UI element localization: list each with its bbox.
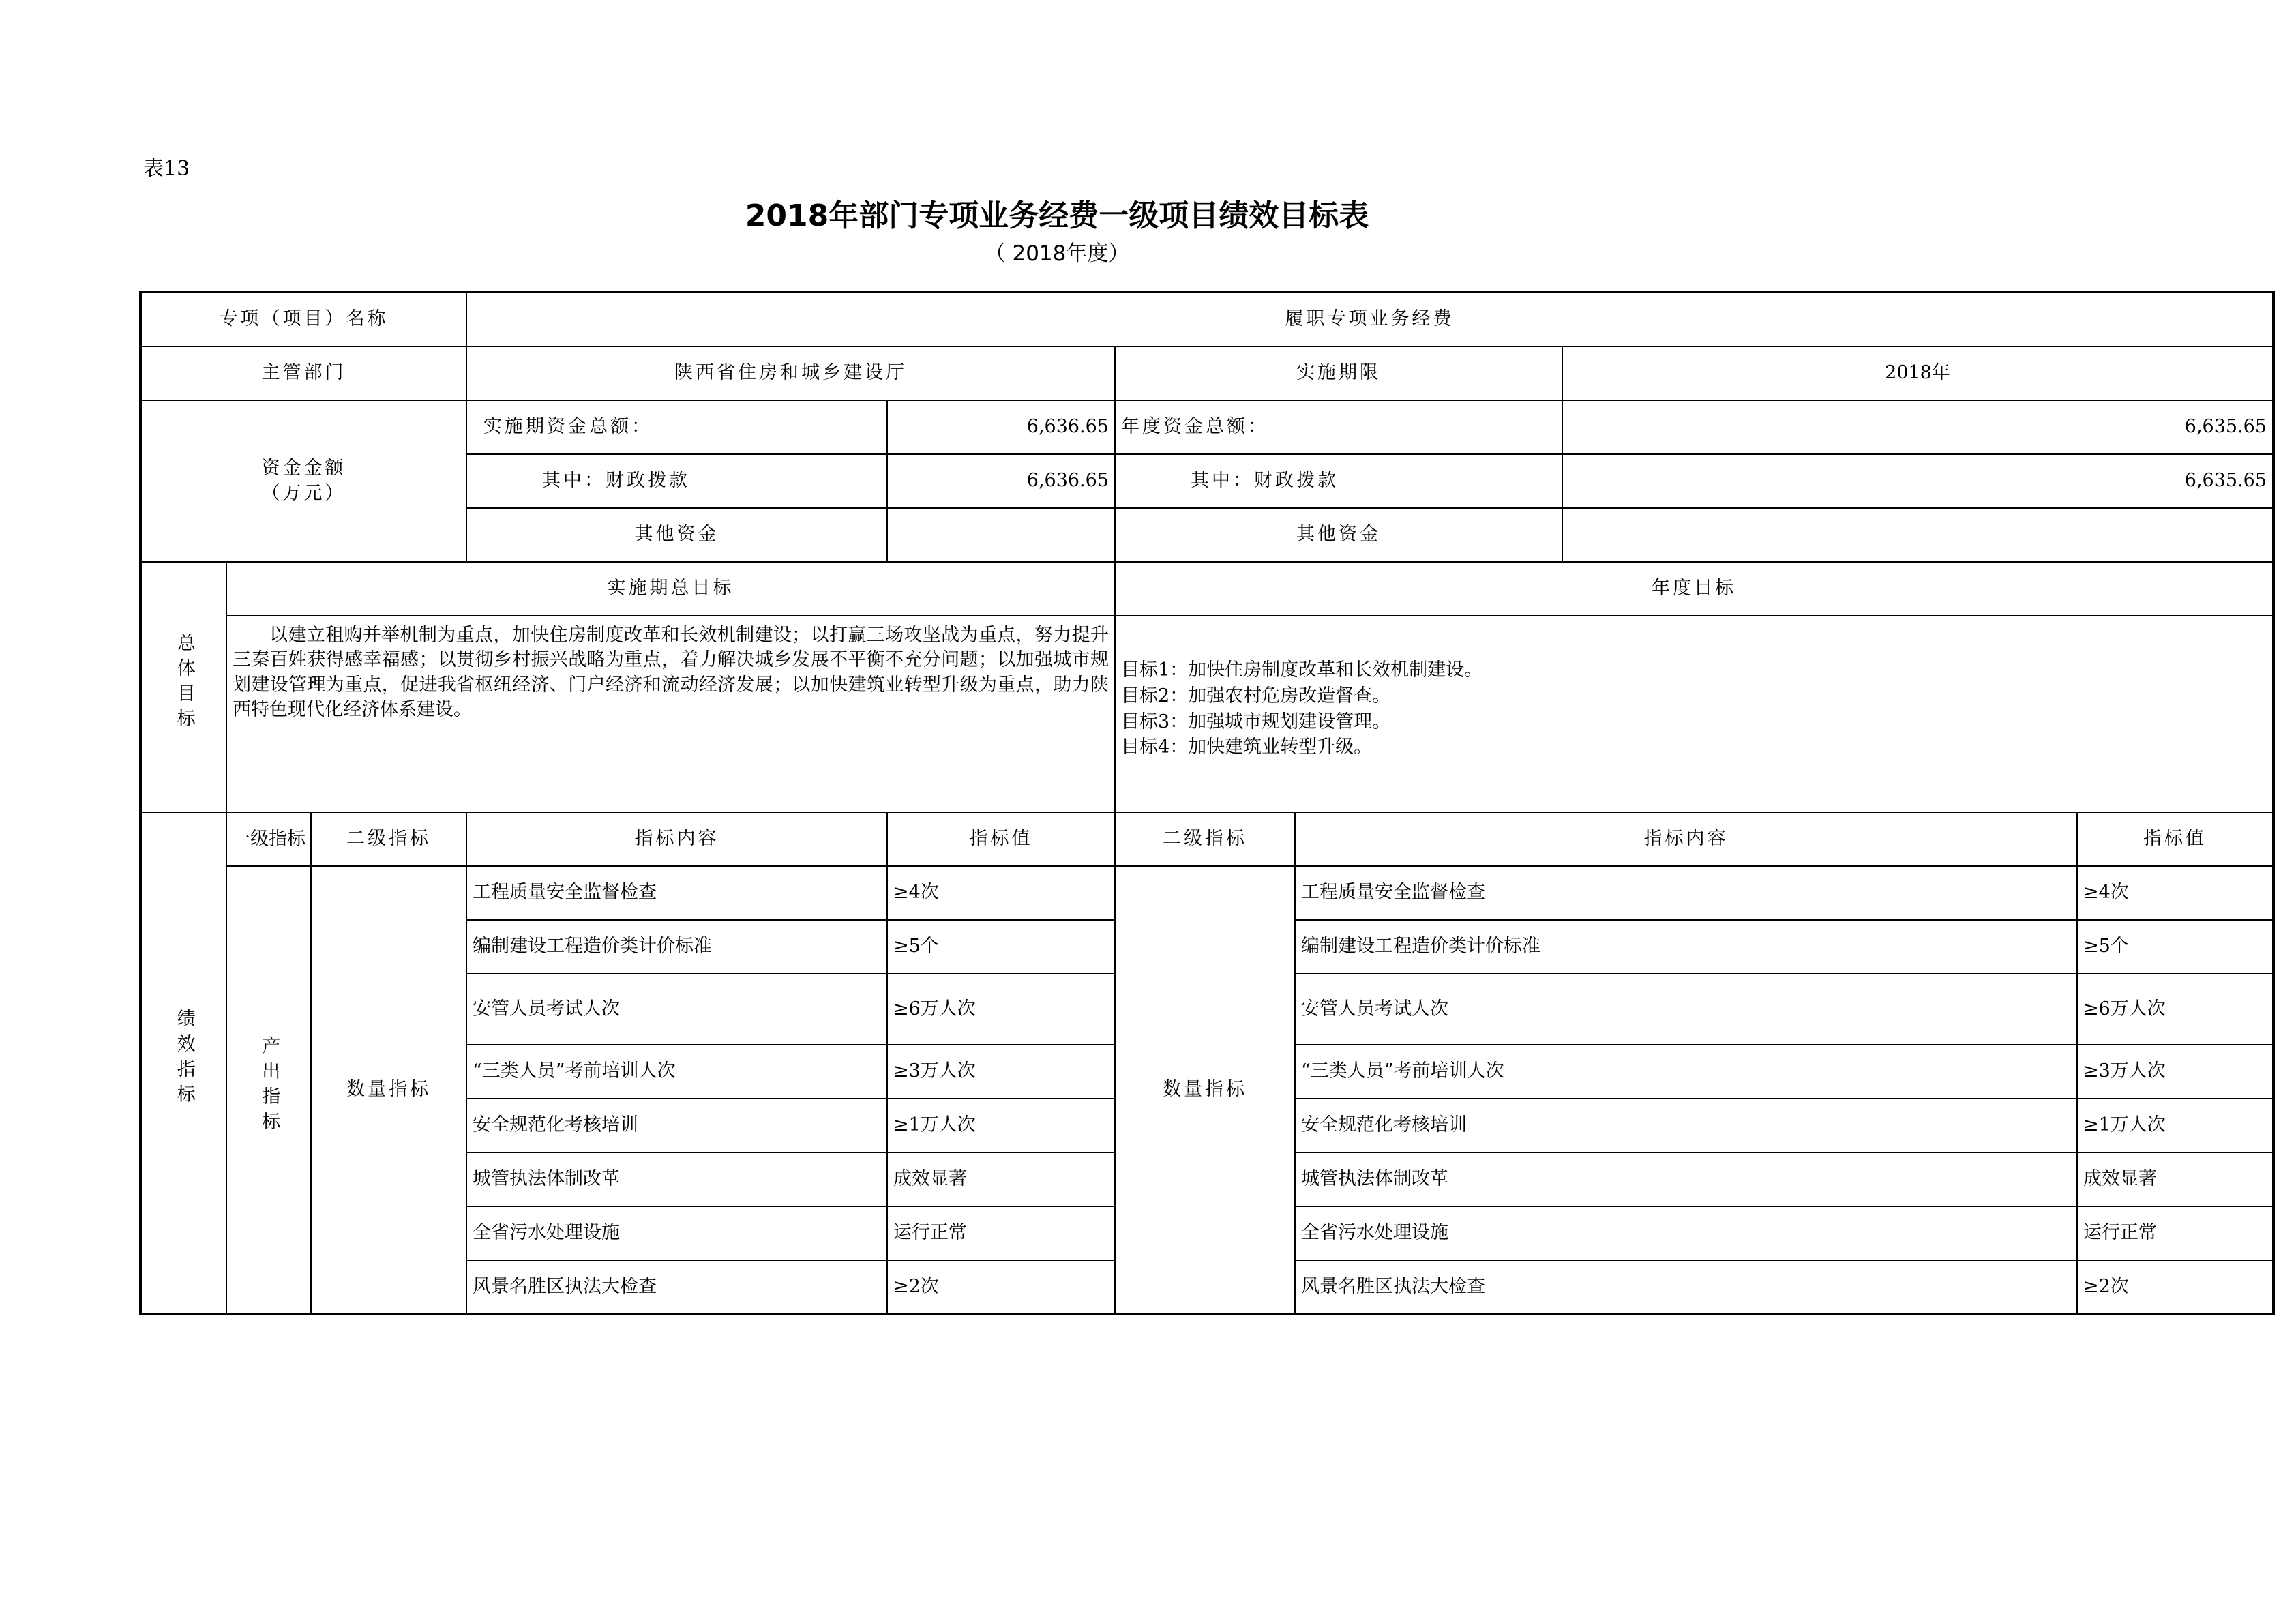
annual-indicator-content: “三类人员”考前培训人次 <box>1295 1045 2077 1099</box>
annual-indicator-value: ≥5个 <box>2077 920 2273 974</box>
indicator-value: ≥6万人次 <box>887 974 1115 1045</box>
indicator-content: 安全规范化考核培训 <box>466 1099 887 1152</box>
funds-total-value: 6,636.65 <box>887 400 1115 454</box>
table-number-label: 表13 <box>143 157 190 181</box>
funds-total-label: 实施期资金总额： <box>466 400 887 454</box>
annual-goal-item: 目标2：加强农村危房改造督查。 <box>1121 685 1391 706</box>
funds-total-row <box>140 400 2273 454</box>
annual-indicator-value: ≥6万人次 <box>2077 974 2273 1045</box>
annual-indicator-value: ≥3万人次 <box>2077 1045 2273 1099</box>
indicator-value-header: 指标值 <box>887 812 1115 866</box>
funds-label-line2: （万元） <box>261 482 346 504</box>
performance-target-table <box>139 291 2275 1315</box>
annual-funds-total-label: 年度资金总额： <box>1115 400 1562 454</box>
level2-indicator-header: 二级指标 <box>311 812 466 866</box>
goals-header-row <box>140 562 2273 616</box>
page-subtitle: （ 2018年度） <box>984 241 1130 266</box>
annual-indicator-content: 安管人员考试人次 <box>1295 974 2077 1045</box>
annual-indicator-content: 工程质量安全监督检查 <box>1295 866 2077 920</box>
period-goal-text: 以建立租购并举机制为重点，加快住房制度改革和长效机制建设；以打赢三场攻坚战为重点，努力提升三秦百姓获得感幸福感；以贯彻乡村振兴战略为重点，着力解决城乡发展不平衡不充分问题；以加强城市规划建设管理为重点，促进我省枢纽经济、门户经济和流动经济发展；以加快建筑业转型升级为重点，助力陕西特色现代化经济体系建设。 <box>226 616 1115 812</box>
annual-indicator-value: 成效显著 <box>2077 1152 2273 1206</box>
funds-fiscal-label: 其中：财政拨款 <box>466 454 887 508</box>
annual-indicator-content: 城管执法体制改革 <box>1295 1152 2077 1206</box>
annual-indicator-value: 运行正常 <box>2077 1206 2273 1260</box>
annual-goal-header: 年度目标 <box>1115 562 2273 616</box>
indicator-row <box>140 866 2273 920</box>
indicator-value: ≥4次 <box>887 866 1115 920</box>
annual-indicator-content: 安全规范化考核培训 <box>1295 1099 2077 1152</box>
annual-funds-fiscal-label: 其中：财政拨款 <box>1115 454 1562 508</box>
annual-goal-item: 目标4：加快建筑业转型升级。 <box>1121 736 1373 758</box>
indicator-value: 成效显著 <box>887 1152 1115 1206</box>
funds-label-line1: 资金金额 <box>261 458 346 479</box>
indicator-value: ≥2次 <box>887 1260 1115 1314</box>
indicator-value: ≥3万人次 <box>887 1045 1115 1099</box>
funds-label <box>140 400 466 562</box>
annual-indicator-value: ≥2次 <box>2077 1260 2273 1314</box>
department-label: 主管部门 <box>140 346 466 400</box>
overall-goals-side-text: 总体目标 <box>173 633 195 734</box>
level2-indicator-value: 数量指标 <box>311 866 466 1314</box>
goals-content-row <box>140 616 2273 812</box>
indicator-value: ≥1万人次 <box>887 1099 1115 1152</box>
indicator-value: 运行正常 <box>887 1206 1115 1260</box>
annual-funds-other-value <box>1562 508 2273 562</box>
annual-funds-other-label: 其他资金 <box>1115 508 1562 562</box>
annual-goal-list <box>1115 616 2273 812</box>
level1-indicator-value <box>226 866 311 1314</box>
project-name-value: 履职专项业务经费 <box>466 292 2273 346</box>
period-label: 实施期限 <box>1115 346 1562 400</box>
period-value: 2018年 <box>1562 346 2273 400</box>
indicator-content: 工程质量安全监督检查 <box>466 866 887 920</box>
annual-indicator-value: ≥4次 <box>2077 866 2273 920</box>
project-name-label: 专项（项目）名称 <box>140 292 466 346</box>
annual-level2-indicator-value: 数量指标 <box>1115 866 1295 1314</box>
funds-other-label: 其他资金 <box>466 508 887 562</box>
indicator-content: 城管执法体制改革 <box>466 1152 887 1206</box>
performance-indicators-side-label <box>140 812 226 1314</box>
funds-fiscal-value: 6,636.65 <box>887 454 1115 508</box>
indicator-content-header: 指标内容 <box>466 812 887 866</box>
department-row <box>140 346 2273 400</box>
indicator-content: 安管人员考试人次 <box>466 974 887 1045</box>
funds-other-value <box>887 508 1115 562</box>
annual-level2-indicator-header: 二级指标 <box>1115 812 1295 866</box>
annual-indicator-value: ≥1万人次 <box>2077 1099 2273 1152</box>
performance-indicators-side-text: 绩效指标 <box>173 1009 195 1110</box>
department-value: 陕西省住房和城乡建设厅 <box>466 346 1115 400</box>
annual-indicator-content: 风景名胜区执法大检查 <box>1295 1260 2077 1314</box>
annual-indicator-content-header: 指标内容 <box>1295 812 2077 866</box>
indicator-content: “三类人员”考前培训人次 <box>466 1045 887 1099</box>
indicator-header-row <box>140 812 2273 866</box>
annual-funds-fiscal-value: 6,635.65 <box>1562 454 2273 508</box>
period-goal-header: 实施期总目标 <box>226 562 1115 616</box>
overall-goals-side-label <box>140 562 226 812</box>
level1-indicator-header: 一级指标 <box>226 812 311 866</box>
annual-indicator-value-header: 指标值 <box>2077 812 2273 866</box>
indicator-content: 风景名胜区执法大检查 <box>466 1260 887 1314</box>
indicator-value: ≥5个 <box>887 920 1115 974</box>
level1-indicator-text: 产出指标 <box>258 1035 280 1137</box>
annual-indicator-content: 编制建设工程造价类计价标准 <box>1295 920 2077 974</box>
indicator-content: 编制建设工程造价类计价标准 <box>466 920 887 974</box>
annual-indicator-content: 全省污水处理设施 <box>1295 1206 2077 1260</box>
annual-goal-item: 目标3：加强城市规划建设管理。 <box>1121 711 1391 732</box>
indicator-content: 全省污水处理设施 <box>466 1206 887 1260</box>
annual-goal-item: 目标1：加快住房制度改革和长效机制建设。 <box>1121 659 1483 681</box>
annual-funds-total-value: 6,635.65 <box>1562 400 2273 454</box>
project-row <box>140 292 2273 346</box>
page-title: 2018年部门专项业务经费一级项目绩效目标表 <box>745 198 1369 233</box>
